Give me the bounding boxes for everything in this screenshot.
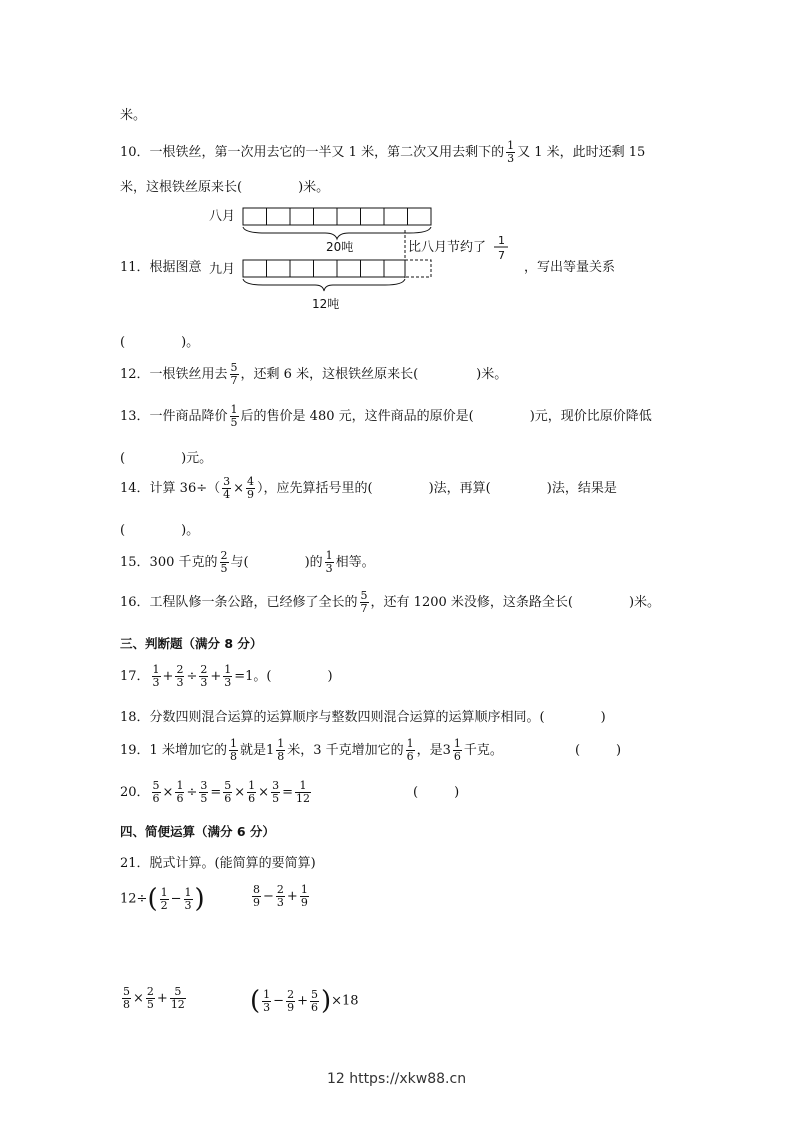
expression-3: $\frac{5}{8}$ × $\frac{2}{5}$ + $\frac{5}{12}$ — [123, 985, 185, 1011]
question-15: 15．300 千克的 $\frac{2}{5}$ 与( )的 $\frac{1}{3}$ 相等。 — [120, 549, 375, 575]
question-11-line2: ( )。 — [120, 335, 200, 350]
question-12: 12．一根铁丝用去 $\frac{5}{7}$ ，还剩 6 米，这根铁丝原来长( )米。 — [120, 361, 508, 387]
label-aug: 八月 — [209, 209, 236, 224]
question-11-tail: ，写出等量关系 — [524, 260, 616, 275]
tonnage-diagram — [205, 200, 535, 315]
question-19: 19．1 米增加它的 $\frac{1}{8}$ 就是1 $\frac{1}{8}$ 米，3 千克增加它的 $\frac{1}{6}$ ，是3 $\frac{1}{6}$ 千克。 ( ) — [120, 737, 622, 763]
question-10-line2: 米，这根铁丝原来长( )米。 — [120, 180, 330, 195]
question-13-line2: ( )元。 — [120, 451, 213, 466]
question-20: 20． $\frac{5}{6}$ × $\frac{1}{6}$ ÷ $\frac{3}{5}$ = $\frac{5}{6}$ × $\frac{1}{6}$ × $\frac{3}{5}$ = $\frac{1}{12}$ ( ) — [120, 779, 460, 805]
question-14-line2: ( )。 — [120, 523, 200, 538]
question-18: 18．分数四则混合运算的运算顺序与整数四则混合运算的运算顺序相同。( ) — [120, 710, 606, 725]
aug-total: 20吨 — [326, 240, 354, 254]
section-3-title: 三、判断题（满分 8 分） — [120, 636, 263, 651]
expression-4: ( $\frac{1}{3}$ − $\frac{2}{9}$ + $\frac{5}{6}$ )×18 — [250, 986, 359, 1016]
prev-question-tail: 米。 — [120, 108, 147, 123]
question-14-line1: 14．计算 36÷（ $\frac{3}{4}$ × $\frac{4}{9}$ ），应先算括号里的( )法，再算( )法，结果是 — [120, 475, 617, 501]
question-17: 17． $\frac{1}{3}$ + $\frac{2}{3}$ ÷ $\frac{2}{3}$ + $\frac{1}{3}$ =1。( ) — [120, 663, 333, 689]
question-16: 16．工程队修一条公路，已经修了全长的 $\frac{5}{7}$ ，还有 1200 米没修，这条路全长( )米。 — [120, 589, 661, 615]
sep-total: 12吨 — [312, 297, 340, 311]
question-13-line1: 13．一件商品降价 $\frac{1}{5}$ 后的售价是 480 元，这件商品的原价是( )元，现价比原价降低 — [120, 403, 652, 429]
expression-1: 12÷( $\frac{1}{2}$ − $\frac{1}{3}$ ) — [120, 884, 205, 914]
saved-den: 7 — [498, 249, 505, 262]
saved-label: 比八月节约了 — [408, 240, 487, 255]
question-10-line1: 10．一根铁丝，第一次用去它的一半又 1 米，第二次又用去剩下的 $\frac{1}{3}$ 又 1 米，此时还剩 15 — [120, 139, 646, 165]
question-21: 21．脱式计算。(能简算的要简算) — [120, 856, 316, 871]
section-4-title: 四、简便运算（满分 6 分） — [120, 824, 275, 839]
label-sep: 九月 — [209, 262, 236, 277]
page-footer: 12 https://xkw88.cn — [326, 1071, 467, 1087]
question-11-line1: 11．根据图意 — [120, 260, 202, 275]
saved-num: 1 — [498, 234, 505, 247]
fraction: $\frac{1}{3}$ — [507, 139, 515, 165]
expression-2: $\frac{8}{9}$ − $\frac{2}{3}$ + $\frac{1}{9}$ — [253, 883, 308, 909]
